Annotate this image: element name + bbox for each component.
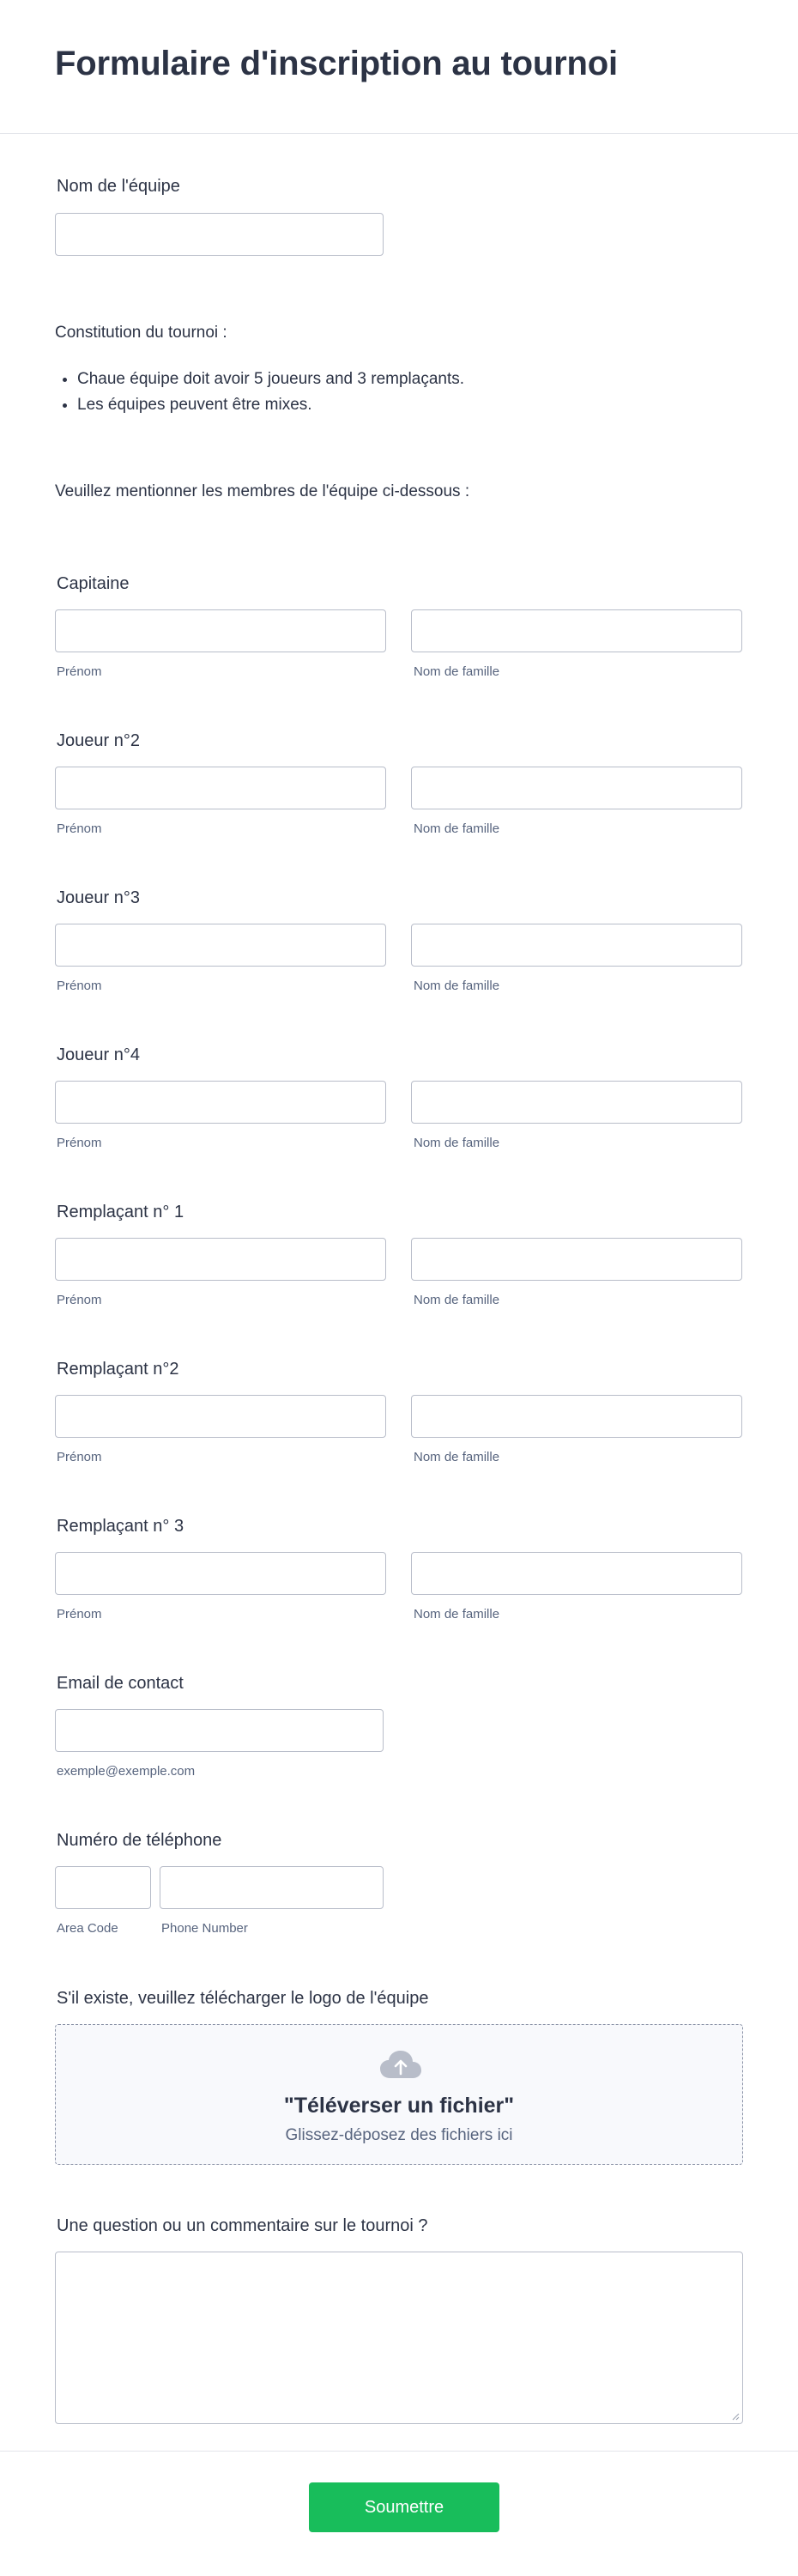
form-footer: [0, 2451, 798, 2576]
player-2-first-name-input[interactable]: [55, 767, 386, 809]
player-3-last-name-input[interactable]: [411, 924, 742, 967]
last-name-sublabel: Nom de famille: [414, 979, 500, 993]
phone-number-input[interactable]: [160, 1866, 384, 1909]
area-code-sublabel: Area Code: [57, 1921, 118, 1936]
area-code-input[interactable]: [55, 1866, 151, 1909]
member-label-substitute-3: Remplaçant n° 3: [57, 1517, 184, 1536]
player-4-first-name-input[interactable]: [55, 1081, 386, 1124]
email-field[interactable]: [55, 1709, 384, 1752]
captain-last-name-input[interactable]: [411, 609, 742, 652]
substitute-2-last-name-input[interactable]: [411, 1395, 742, 1438]
captain-first-name-input[interactable]: [55, 609, 386, 652]
file-upload-dropzone[interactable]: [55, 2024, 743, 2165]
rule-item: • Les équipes peuvent être mixes.: [77, 392, 464, 418]
substitute-2-first-name-input[interactable]: [55, 1395, 386, 1438]
phone-label: Numéro de téléphone: [57, 1831, 222, 1850]
constitution-text: Constitution du tournoi :: [55, 324, 227, 342]
upload-title: "Téléverser un fichier": [283, 2094, 515, 2118]
form-header: [0, 0, 798, 134]
first-name-sublabel: Prénom: [57, 821, 102, 836]
last-name-sublabel: Nom de famille: [414, 664, 500, 679]
comment-label: Une question ou un commentaire sur le tournoi ?: [57, 2216, 428, 2235]
member-label-player-4: Joueur n°4: [57, 1046, 140, 1064]
last-name-sublabel: Nom de famille: [414, 1607, 500, 1621]
email-label: Email de contact: [57, 1674, 184, 1693]
cloud-upload-icon: [378, 2049, 423, 2080]
team-name-input[interactable]: [55, 213, 384, 256]
submit-button[interactable]: Soumettre: [309, 2482, 499, 2532]
page-title: Formulaire d'inscription au tournoi: [55, 45, 618, 82]
resize-grip-icon[interactable]: [731, 2412, 740, 2421]
first-name-sublabel: Prénom: [57, 1293, 102, 1307]
members-intro-text: Veuillez mentionner les membres de l'équipe ci-dessous :: [55, 482, 470, 500]
last-name-sublabel: Nom de famille: [414, 1136, 500, 1150]
first-name-sublabel: Prénom: [57, 979, 102, 993]
rule-item: • Chaue équipe doit avoir 5 joueurs and 3 remplaçants.: [77, 367, 464, 392]
last-name-sublabel: Nom de famille: [414, 1293, 500, 1307]
first-name-sublabel: Prénom: [57, 1607, 102, 1621]
last-name-sublabel: Nom de famille: [414, 1450, 500, 1464]
player-4-last-name-input[interactable]: [411, 1081, 742, 1124]
substitute-1-last-name-input[interactable]: [411, 1238, 742, 1281]
phone-number-sublabel: Phone Number: [161, 1921, 248, 1936]
player-2-last-name-input[interactable]: [411, 767, 742, 809]
comment-textarea[interactable]: [55, 2252, 743, 2424]
member-label-substitute-1: Remplaçant n° 1: [57, 1203, 184, 1221]
substitute-1-first-name-input[interactable]: [55, 1238, 386, 1281]
player-3-first-name-input[interactable]: [55, 924, 386, 967]
last-name-sublabel: Nom de famille: [414, 821, 500, 836]
upload-subtitle: Glissez-déposez des fichiers ici: [285, 2126, 513, 2144]
first-name-sublabel: Prénom: [57, 664, 102, 679]
first-name-sublabel: Prénom: [57, 1450, 102, 1464]
member-label-substitute-2: Remplaçant n°2: [57, 1360, 179, 1379]
substitute-3-last-name-input[interactable]: [411, 1552, 742, 1595]
rules-list: [77, 367, 464, 418]
substitute-3-first-name-input[interactable]: [55, 1552, 386, 1595]
team-name-label: Nom de l'équipe: [57, 177, 180, 196]
email-sublabel: exemple@exemple.com: [57, 1764, 196, 1779]
logo-upload-label: S'il existe, veuillez télécharger le logo de l'équipe: [57, 1989, 429, 2008]
member-label-captain: Capitaine: [57, 574, 130, 593]
first-name-sublabel: Prénom: [57, 1136, 102, 1150]
member-label-player-3: Joueur n°3: [57, 888, 140, 907]
member-label-player-2: Joueur n°2: [57, 731, 140, 750]
